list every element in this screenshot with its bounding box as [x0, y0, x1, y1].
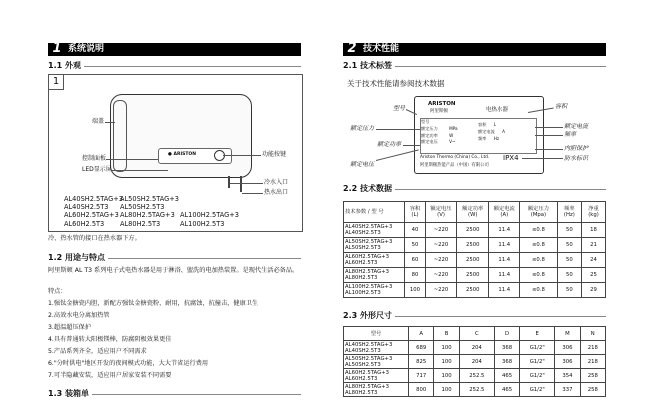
field-unit: A [502, 128, 505, 134]
table-cell: 204 [459, 341, 494, 355]
intro-paragraph: 阿里斯顿 AL T3 系列电子式电热水器是用于淋浴、盥洗的电加热装置。是现代生活必备品。 [48, 267, 299, 274]
subsection-1-1 [48, 61, 301, 71]
table-row [344, 369, 606, 383]
table-cell: 50 [557, 238, 581, 253]
table-cell: 2500 [457, 253, 489, 268]
table-cell: ~220 [425, 238, 456, 253]
field-label: 频率 [478, 135, 487, 141]
feature-item: 6."分时供电"地区开发的夜间模式功能，大大节省运行费用 [48, 360, 209, 367]
section-title: 技术性能 [363, 44, 400, 54]
table-cell: 50 [557, 223, 581, 238]
callout-end-cover: 端盖 [92, 118, 105, 125]
table-cell: 100 [405, 283, 426, 298]
model-name: AL100H2.5TAG+3 [180, 211, 239, 220]
field-label: 型号 [421, 119, 430, 124]
table-cell: 100 [434, 383, 459, 397]
table-cell: 689 [409, 341, 434, 355]
table-cell: 100 [434, 369, 459, 383]
callout-rated-voltage: 额定电压 [350, 161, 375, 168]
field-unit: W [449, 132, 454, 138]
table-row [344, 268, 606, 283]
table-header-cell: 型号 [344, 327, 409, 341]
tech-label-intro: 关于技术性能请参阅技术数据 [347, 79, 445, 88]
section-title: 系统说明 [68, 44, 105, 54]
model-line: AL80H2.5T3 [345, 389, 378, 396]
company-en: Ariston Thermo (China) Co., Ltd. [420, 155, 490, 160]
model-name: AL50SH2.5T3 [120, 203, 165, 212]
table-cell: 50 [557, 283, 581, 298]
table-cell: ~220 [425, 223, 456, 238]
table-header-cell: 净重 (kg) [582, 202, 606, 223]
table-cell: 252.5 [459, 383, 494, 397]
callout-capacity: 容积 [555, 103, 568, 110]
feature-item: 3.超温超压保护 [48, 324, 92, 331]
field-row [478, 136, 505, 143]
table-cell: 368 [494, 355, 519, 369]
leader-line [535, 135, 563, 136]
table-cell: 11.4 [489, 283, 520, 298]
table-header-cell: E [520, 327, 555, 341]
leader-line [223, 155, 261, 156]
subsection-2-3 [343, 311, 606, 321]
company-cn: 阿里斯顿热能产品（中国）有限公司 [420, 163, 489, 168]
model-cell [344, 341, 409, 355]
table-cell: 2500 [457, 268, 489, 283]
table-row [344, 238, 606, 253]
table-cell: 465 [494, 383, 519, 397]
subsection-title: 2.3 外形尺寸 [343, 311, 395, 321]
table-cell: 204 [459, 355, 494, 369]
model-cell [344, 383, 409, 397]
section-2-header [343, 43, 606, 56]
table-header-cell: 额定电流 (A) [489, 202, 520, 223]
table-header-cell: 频率 (Hz) [557, 202, 581, 223]
model-line: AL60H2.5T3 [345, 375, 378, 382]
table-cell: 25 [582, 268, 606, 283]
callout-inner-protection: 内胆保护 [564, 145, 589, 152]
table-cell: G1/2" [520, 369, 555, 383]
table-cell: 11.4 [489, 223, 520, 238]
table-row [344, 253, 606, 268]
table-cell: 100 [434, 355, 459, 369]
model-name: AL60H2.5TAG+3 [64, 211, 119, 220]
field-row [478, 129, 505, 136]
field-unit: V~ [449, 139, 456, 145]
table-cell: 368 [494, 341, 519, 355]
table-row [344, 341, 606, 355]
tech-data-table [343, 201, 606, 298]
table-cell: G1/2" [520, 355, 555, 369]
model-cell [344, 283, 405, 298]
table-cell: 18 [582, 223, 606, 238]
model-line: AL100H2.5T3 [345, 290, 381, 296]
table-header-cell: N [580, 327, 605, 341]
table-cell: 825 [409, 355, 434, 369]
model-name: AL40SH2.5TAG+3 [64, 195, 123, 203]
leader-line [106, 159, 158, 160]
model-line: AL40SH2.5TAG+3 [345, 341, 393, 348]
table-cell: 2500 [457, 223, 489, 238]
model-row [64, 195, 239, 203]
table-cell: 306 [555, 355, 580, 369]
table-cell: 306 [555, 341, 580, 355]
field-label: 额定压力 [421, 125, 438, 131]
field-row [478, 122, 505, 129]
feature-item: 7.可半隐藏安装，适应用户居家安装不同需要 [48, 372, 172, 379]
model-name: AL80H2.5T3 [120, 219, 161, 228]
model-cell [344, 253, 405, 268]
section-1-header [48, 43, 301, 56]
pipe-note: 冷、热水管的接口在热水器下方。 [48, 235, 141, 242]
callout-hot-out: 热水出口 [264, 189, 289, 196]
table-cell: ~220 [425, 283, 456, 298]
table-cell: ≤0.8 [520, 283, 558, 298]
table-header-cell: D [494, 327, 519, 341]
table-header-row [344, 327, 606, 341]
subsection-2-1 [343, 61, 606, 71]
nameplate-left-fields [421, 119, 458, 146]
callout-knob: 功能按键 [262, 151, 287, 158]
table-cell: 60 [405, 253, 426, 268]
table-cell: 800 [409, 383, 434, 397]
table-cell: 717 [409, 369, 434, 383]
water-heater-drawing [110, 94, 252, 178]
nameplate-right-fields [478, 122, 505, 142]
table-cell: 29 [582, 283, 606, 298]
model-row [64, 220, 239, 228]
model-name: AL40SH2.5T3 [64, 203, 109, 212]
subsection-title: 1.2 用途与特点 [48, 253, 108, 263]
model-line: AL80H2.5T3 [345, 275, 378, 281]
model-line: AL80H2.5TAG+3 [345, 383, 389, 390]
model-cell [344, 238, 405, 253]
model-line: AL40SH2.5TAG+3 [345, 224, 393, 230]
subsection-title: 2.1 技术标签 [343, 61, 395, 71]
end-cap-drawing [113, 100, 127, 172]
ip-rating: IPX4 [503, 154, 519, 162]
table-header-cell: 额定压力 (Mpa) [520, 202, 558, 223]
brand-logo: ARISTON [428, 101, 456, 107]
feature-item: 4.具有普通转大阳极镁棒，防腐阴极效果更佳 [48, 336, 172, 343]
table-cell: ≤0.8 [520, 238, 558, 253]
model-line: AL50SH2.5T3 [345, 245, 381, 251]
callout-led: LED显示屏 [82, 166, 112, 173]
subsection-2-2 [343, 184, 606, 194]
pipe-left [228, 176, 230, 188]
table-cell: 258 [580, 383, 605, 397]
model-line: AL50SH2.5TAG+3 [345, 239, 393, 245]
callout-frequency: 频率 [564, 131, 577, 138]
table-cell: 218 [580, 355, 605, 369]
callout-control-panel: 控制面板 [82, 155, 107, 162]
model-line: AL60H2.5T3 [345, 260, 378, 266]
product-name: 电热水器 [486, 107, 509, 113]
model-cell [344, 268, 405, 283]
leader-line [242, 193, 263, 194]
field-row [421, 126, 458, 133]
table-cell: G1/2" [520, 383, 555, 397]
section-number: 2 [347, 41, 357, 56]
table-row [344, 355, 606, 369]
field-unit: Hz [493, 135, 500, 141]
leader-line [112, 170, 168, 171]
leader-line [403, 145, 420, 146]
table-cell: 2500 [457, 238, 489, 253]
model-name: AL80H2.5TAG+3 [120, 211, 175, 220]
model-line: AL100H2.5TAG+3 [345, 284, 393, 290]
table-cell: G1/2" [520, 341, 555, 355]
table-header-cell: 额定功率 (W) [457, 202, 489, 223]
table-header-cell: 容积 (L) [405, 202, 426, 223]
subsection-title: 1.3 装箱单 [48, 389, 92, 399]
leader-line [535, 149, 563, 150]
field-row [421, 119, 458, 126]
model-name: AL60H2.5T3 [64, 219, 105, 228]
model-cell [344, 355, 409, 369]
feature-item: 5.产品系列齐全，适应用户不同需求 [48, 348, 147, 355]
field-label: 额定电流 [478, 128, 495, 134]
model-line: AL60H2.5TAG+3 [345, 254, 389, 260]
table-header-cell: M [555, 327, 580, 341]
figure-tag: 1 [48, 74, 64, 90]
field-label: 额定功率 [421, 132, 438, 138]
callout-cold-in: 冷水入口 [264, 179, 289, 186]
table-cell: 11.4 [489, 268, 520, 283]
model-line: AL50SH2.5TAG+3 [345, 355, 393, 362]
table-cell: ~220 [425, 268, 456, 283]
subsection-1-2 [48, 253, 301, 263]
leader-line [376, 149, 419, 161]
table-cell: 218 [580, 341, 605, 355]
leader-line [376, 129, 420, 130]
table-cell: 24 [582, 253, 606, 268]
field-label: 额定电压 [421, 139, 438, 145]
table-cell: 80 [405, 268, 426, 283]
model-line: AL60H2.5TAG+3 [345, 369, 389, 376]
brand-cn: 阿里斯顿 [430, 109, 448, 114]
table-cell: ≤0.8 [520, 268, 558, 283]
table-cell: 50 [405, 238, 426, 253]
section-number: 1 [52, 41, 62, 56]
model-name: AL50SH2.5TAG+3 [120, 195, 179, 203]
leader-line [105, 122, 115, 123]
table-cell: 50 [557, 268, 581, 283]
table-cell: 337 [555, 383, 580, 397]
table-cell: 252.5 [459, 369, 494, 383]
model-cell [344, 369, 409, 383]
table-header-cell: A [409, 327, 434, 341]
table-cell: 11.4 [489, 238, 520, 253]
subsection-title: 1.1 外观 [48, 61, 84, 71]
leader-line [522, 158, 563, 159]
model-cell [344, 223, 405, 238]
table-header-cell: 额定电压 (V) [425, 202, 456, 223]
features-title: 特点： [48, 288, 67, 295]
dimension-table [343, 326, 606, 397]
table-header-row [344, 202, 606, 223]
leader-line [230, 183, 263, 184]
callout-rated-pressure: 额定压力 [350, 125, 375, 132]
table-cell: 11.4 [489, 253, 520, 268]
feature-item: 1.强钛金搪瓷内胆，新配方强钛金搪瓷粉，耐用，抗腐蚀，抗撞击，健康卫生 [48, 300, 259, 307]
callout-waterproof: 防水标识 [564, 155, 589, 162]
model-row [64, 203, 239, 211]
subsection-title: 2.2 技术数据 [343, 184, 395, 194]
table-row [344, 283, 606, 298]
table-header-cell: C [459, 327, 494, 341]
table-header-cell: B [434, 327, 459, 341]
model-line: AL40SH2.5T3 [345, 347, 381, 354]
callout-rated-current: 额定电流 [564, 123, 589, 130]
table-cell: ≤0.8 [520, 253, 558, 268]
model-line: AL50SH2.5T3 [345, 361, 381, 368]
table-cell: 40 [405, 223, 426, 238]
pipe-right [240, 176, 242, 192]
model-line: AL80H2.5TAG+3 [345, 269, 389, 275]
ariston-mark: ● ARISTON [168, 152, 197, 157]
table-row [344, 383, 606, 397]
field-label: 容积 [478, 122, 487, 127]
table-cell: ~220 [425, 253, 456, 268]
table-cell: 2500 [457, 283, 489, 298]
table-row [344, 223, 606, 238]
table-cell: 100 [434, 341, 459, 355]
table-header-cell: 技术参数 / 型 号 [344, 202, 405, 223]
subsection-1-3 [48, 389, 301, 399]
leader-line [535, 127, 563, 128]
table-cell: 258 [580, 369, 605, 383]
model-row [64, 211, 239, 219]
callout-rated-power: 额定功率 [377, 141, 402, 148]
table-cell: 21 [582, 238, 606, 253]
table-cell: 465 [494, 369, 519, 383]
table-cell: 354 [555, 369, 580, 383]
model-list [64, 195, 239, 228]
field-unit: MPa [449, 125, 458, 131]
callout-model: 型号 [393, 105, 406, 112]
model-name: AL100H2.5T3 [180, 219, 225, 228]
field-unit: L [493, 122, 497, 127]
model-line: AL40SH2.5T3 [345, 230, 381, 236]
table-cell: 50 [557, 253, 581, 268]
field-row [421, 139, 458, 146]
table-cell: ≤0.8 [520, 223, 558, 238]
feature-item: 2.高效水电分离加热管 [48, 312, 110, 319]
